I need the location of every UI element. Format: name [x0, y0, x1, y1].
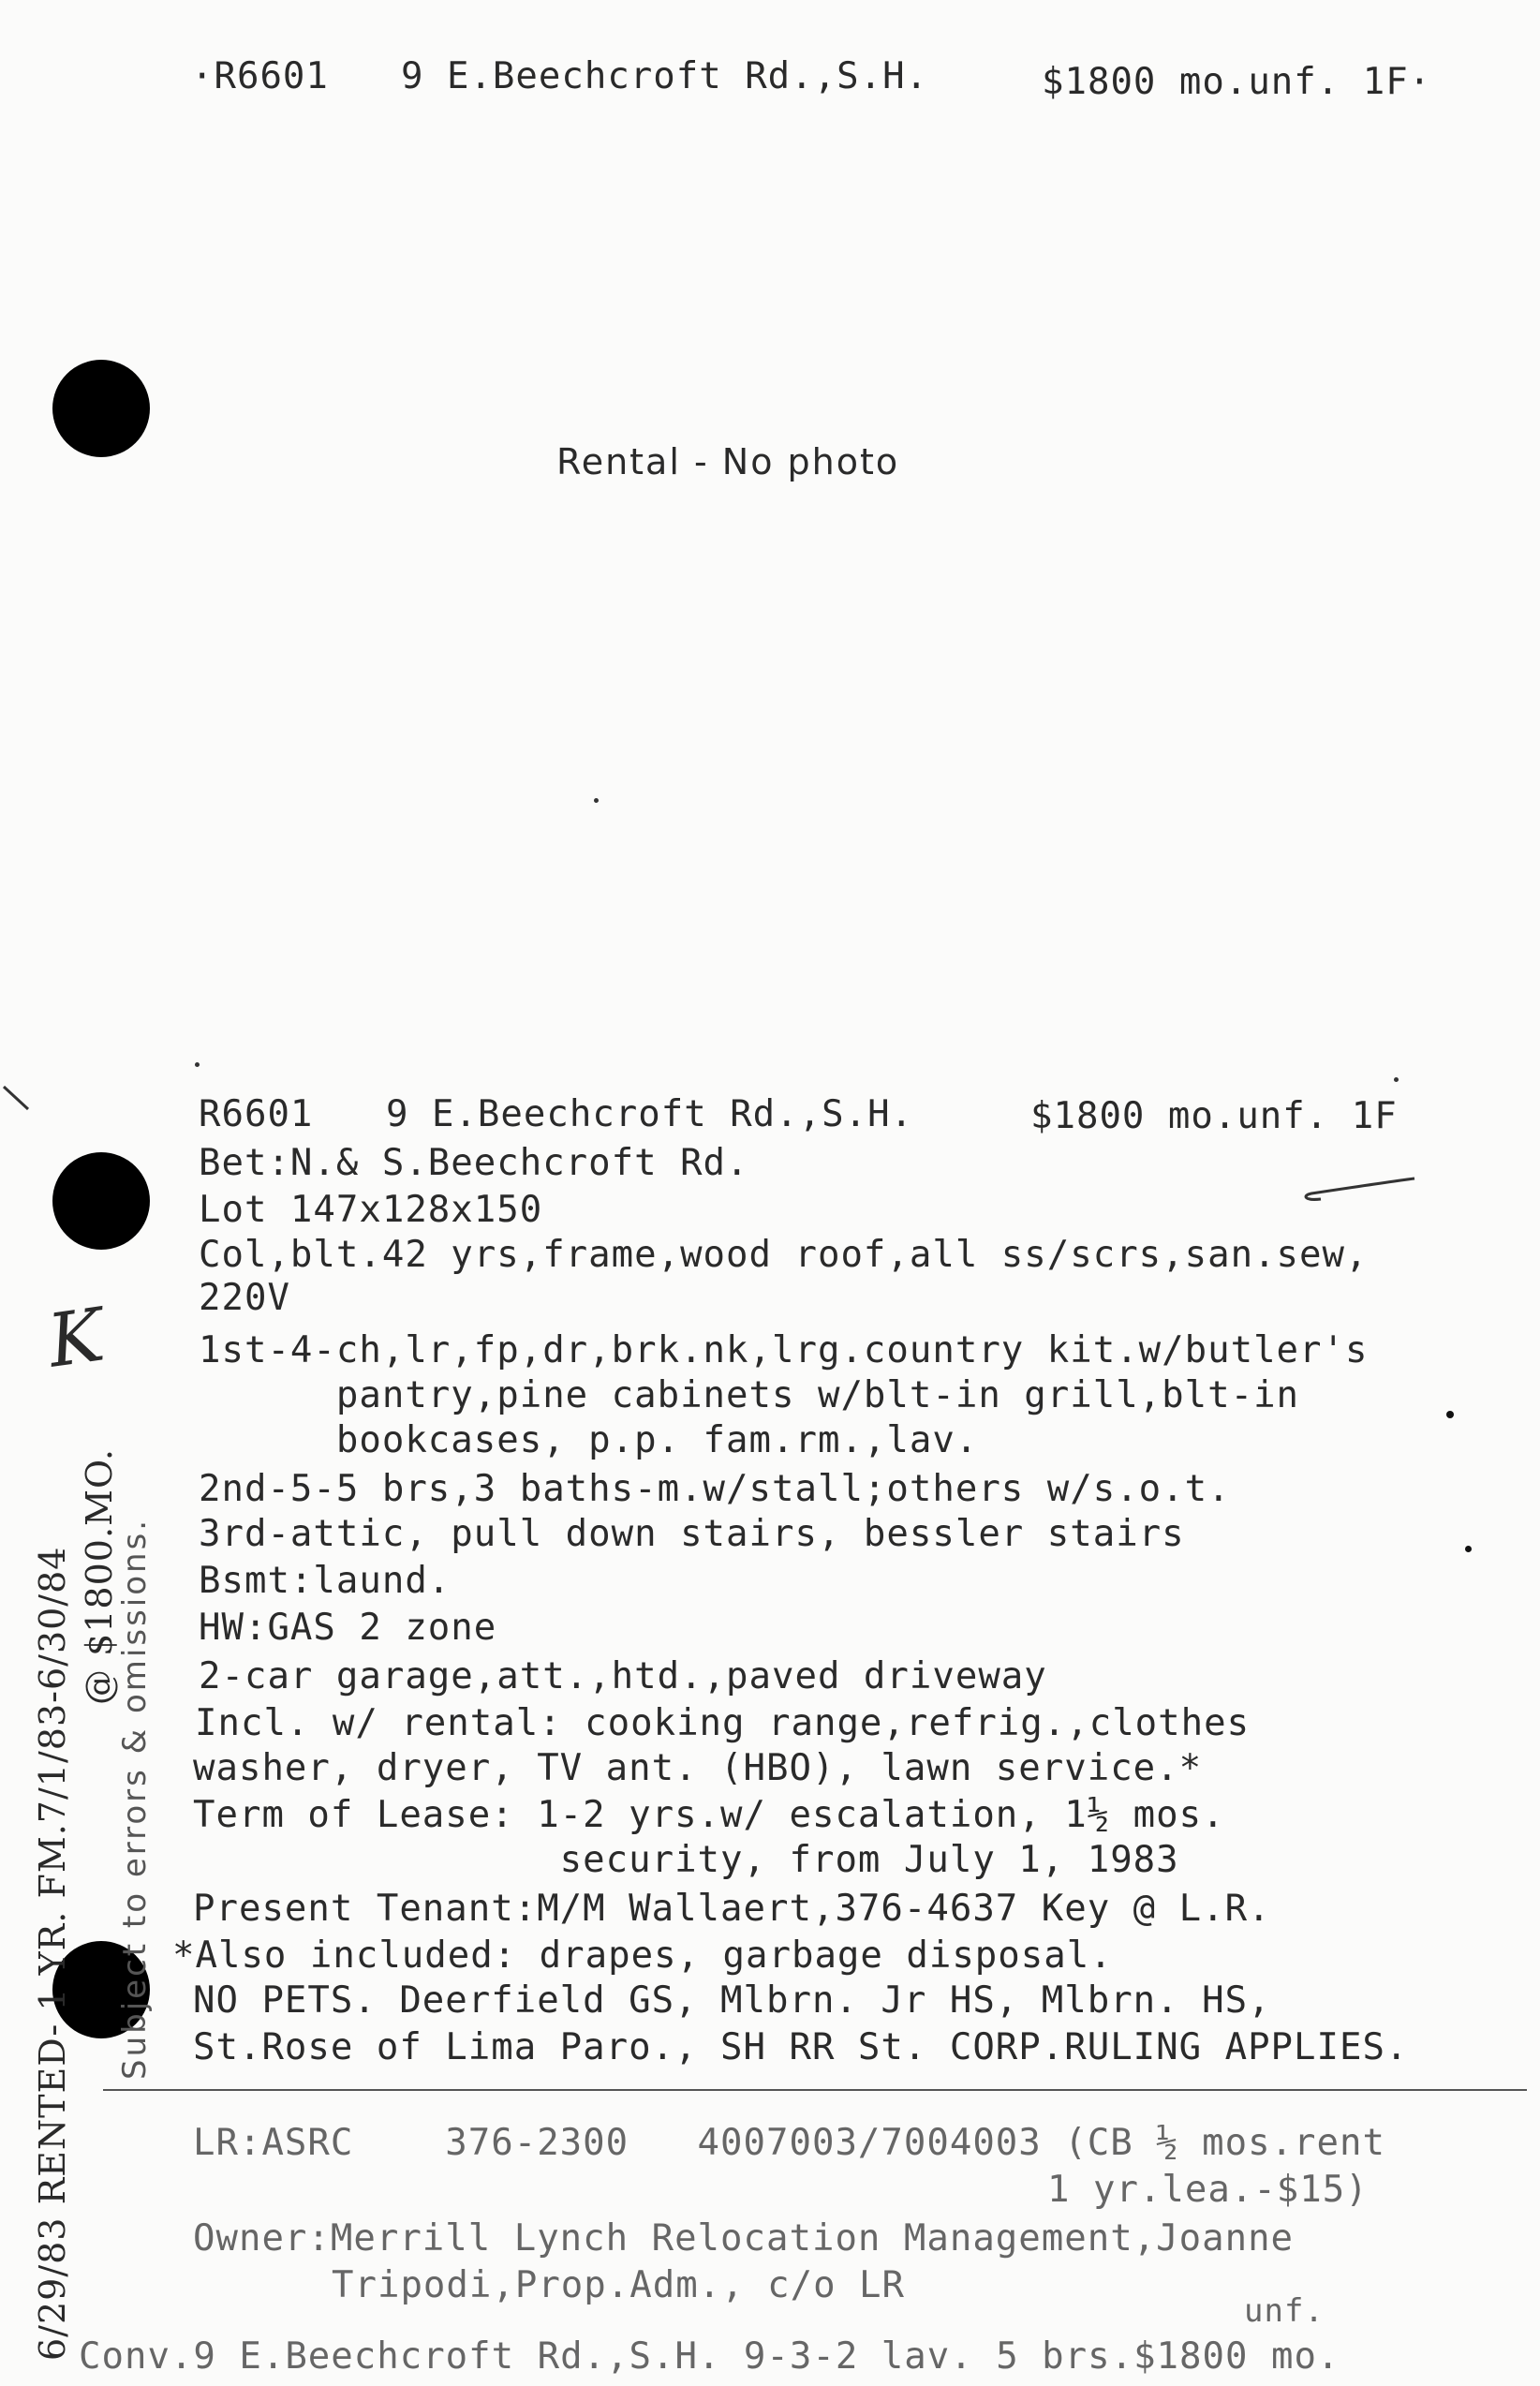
detail-line-tenant: Present Tenant:M/M Wallaert,376-4637 Key @ L.R. — [193, 1888, 1271, 1930]
detail-line-first-floor: 1st-4-ch,lr,fp,dr,brk.nk,lrg.country kit.w/butler's — [199, 1329, 1369, 1371]
detail-line-first-floor-2: pantry,pine cabinets w/blt-in grill,blt-in — [199, 1374, 1300, 1416]
detail-line-parish: St.Rose of Lima Paro., SH RR St. CORP.RULING APPLIES. — [193, 2026, 1409, 2068]
detail-line-lease-term: Term of Lease: 1-2 yrs.w/ escalation, 1½ mos. — [193, 1794, 1225, 1836]
listing-address: 9 E.Beechcroft Rd.,S.H. — [386, 1093, 914, 1135]
header-price: $1800 mo.unf. 1F· — [1042, 61, 1432, 103]
detail-line-included: Incl. w/ rental: cooking range,refrig.,clothes — [195, 1702, 1251, 1744]
footer-conv-line: Conv.9 E.Beechcroft Rd.,S.H. 9-3-2 lav. 5 brs.$1800 mo. — [79, 2335, 1340, 2378]
footer-unf: unf. — [1244, 2292, 1325, 2330]
margin-disclaimer: Subject to errors & omissions. — [116, 1517, 154, 2080]
punch-hole-top — [52, 360, 150, 457]
footer-lr-line-2: 1 yr.lea.-$15) — [1047, 2169, 1369, 2211]
listing-id: R6601 — [199, 1093, 314, 1135]
header-listing-id: ·R6601 — [191, 55, 329, 97]
header-address: 9 E.Beechcroft Rd.,S.H. — [401, 55, 929, 97]
punch-hole-middle — [52, 1152, 150, 1250]
margin-rented-note: 6/29/83 RENTED- 1 YR. FM.7/1/83-6/30/84 — [32, 1546, 73, 2361]
check-mark-icon — [1293, 1171, 1424, 1208]
detail-line-colonial: Col,blt.42 yrs,frame,wood roof,all ss/scrs,san.sew, — [199, 1234, 1369, 1276]
detail-line-between: Bet:N.& S.Beechcroft Rd. — [199, 1142, 749, 1184]
detail-line-first-floor-3: bookcases, p.p. fam.rm.,lav. — [199, 1419, 979, 1461]
speck-dot — [1446, 1411, 1454, 1418]
detail-line-heating: HW:GAS 2 zone — [199, 1607, 497, 1649]
handwritten-k-mark: K — [43, 1293, 111, 1385]
speck-dot — [195, 1062, 200, 1067]
footer-owner-line-2: Tripodi,Prop.Adm., c/o LR — [332, 2264, 905, 2306]
photo-placeholder: Rental - No photo — [556, 441, 900, 482]
detail-line-lease-term-2: security, from July 1, 1983 — [193, 1839, 1179, 1881]
speck-dot — [594, 798, 599, 803]
footer-lr-line: LR:ASRC 376-2300 4007003/7004003 (CB ½ mos.rent — [193, 2122, 1385, 2164]
margin-rate-note: @ $1800.MO. — [79, 1448, 120, 1705]
detail-line-third-floor: 3rd-attic, pull down stairs, bessler stairs — [199, 1513, 1185, 1555]
listing-price: $1800 mo.unf. 1F — [1030, 1095, 1398, 1137]
speck-dot — [1465, 1546, 1472, 1552]
footer-owner-line: Owner:Merrill Lynch Relocation Management,Joanne — [193, 2217, 1295, 2260]
detail-line-also-included: *Also included: drapes, garbage disposal. — [172, 1934, 1113, 1977]
detail-line-voltage: 220V — [199, 1277, 290, 1319]
detail-line-garage: 2-car garage,att.,htd.,paved driveway — [199, 1655, 1047, 1697]
detail-line-included-2: washer, dryer, TV ant. (HBO), lawn service.* — [193, 1747, 1203, 1789]
detail-line-basement: Bsmt:laund. — [199, 1560, 452, 1602]
detail-line-schools: NO PETS. Deerfield GS, Mlbrn. Jr HS, Mlbrn. HS, — [193, 1979, 1271, 2022]
detail-line-lot: Lot 147x128x150 — [199, 1189, 543, 1231]
speck-dot — [1394, 1077, 1399, 1082]
detail-line-second-floor: 2nd-5-5 brs,3 baths-m.w/stall;others w/s.o.t. — [199, 1468, 1231, 1510]
divider-rule — [103, 2089, 1527, 2091]
corner-tick-icon — [0, 1081, 37, 1119]
